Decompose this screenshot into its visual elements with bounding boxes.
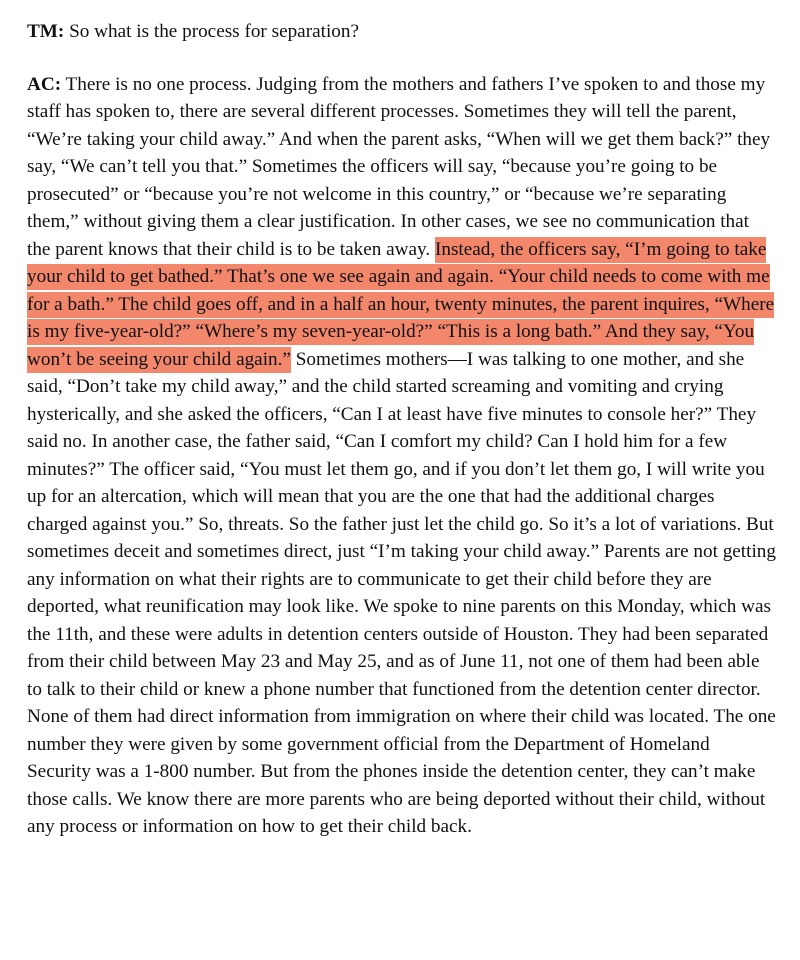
answer-paragraph xyxy=(27,71,777,841)
highlighted-passage: Instead, the officers say, “I’m going to take your child to get bathed.” That’s one we see again and again. “Your child needs to come with me for a bath.” The child goes off, and in a half an hour, twenty minutes, the parent inquires, “Where is my five-year-old?” “Where’s my seven-year-old?” “This is a long bath.” And they say, “You won’t be seeing your child again.” xyxy=(27,237,774,373)
interview-article xyxy=(27,18,777,841)
speaker-label-ac: AC: xyxy=(27,73,62,95)
question-paragraph xyxy=(27,18,777,46)
answer-text-before: There is no one process. Judging from the mothers and fathers I’ve spoken to and those my staff has spoken to, there are several different processes. Sometimes they will tell the parent, “We’re taking your child away.” And when the parent asks, “When will we get them back?” they say, “We can’t tell you that.” Sometimes the officers will say, “because you’re going to be prosecuted” or “because you’re not welcome in this country,” or “because we’re separating them,” without giving them a clear justification. In other cases, we see no communication that the parent knows that their child is to be taken away. xyxy=(27,73,771,260)
speaker-label-tm: TM: xyxy=(27,21,65,42)
answer-text-after: Sometimes mothers—I was talking to one mother, and she said, “Don’t take my child away,” and the child started screaming and vomiting and crying hysterically, and she asked the officers, “Can I at least have five minutes to console her?” They said no. In another case, the father said, “Can I comfort my child? Can I hold him for a few minutes?” The officer said, “You must let them go, and if you don’t let them go, I will write you up for an altercation, which will mean that you are the one that had the additional charges charged against you.” So, threats. So the father just let the child go. So it’s a lot of variations. But sometimes deceit and sometimes direct, just “I’m taking your child away.” Parents are not getting any information on what their rights are to communicate to get their child before they are deported, what reunification may look like. We spoke to nine parents on this Monday, which was the 11th, and these were adults in detention centers outside of Houston. They had been separated from their child between May 23 and May 25, and as of June 11, not one of them had been able to talk to their child or knew a phone number that functioned from the detention center director. None of them had direct information from immigration on where their child was located. The one number they were given by some government official from the Department of Homeland Security was a 1-800 number. But from the phones inside the detention center, they can’t make those calls. We know there are more parents who are being deported without their child, without any process or information on how to get their child back. xyxy=(27,348,776,837)
question-text: So what is the process for separation? xyxy=(64,21,359,42)
